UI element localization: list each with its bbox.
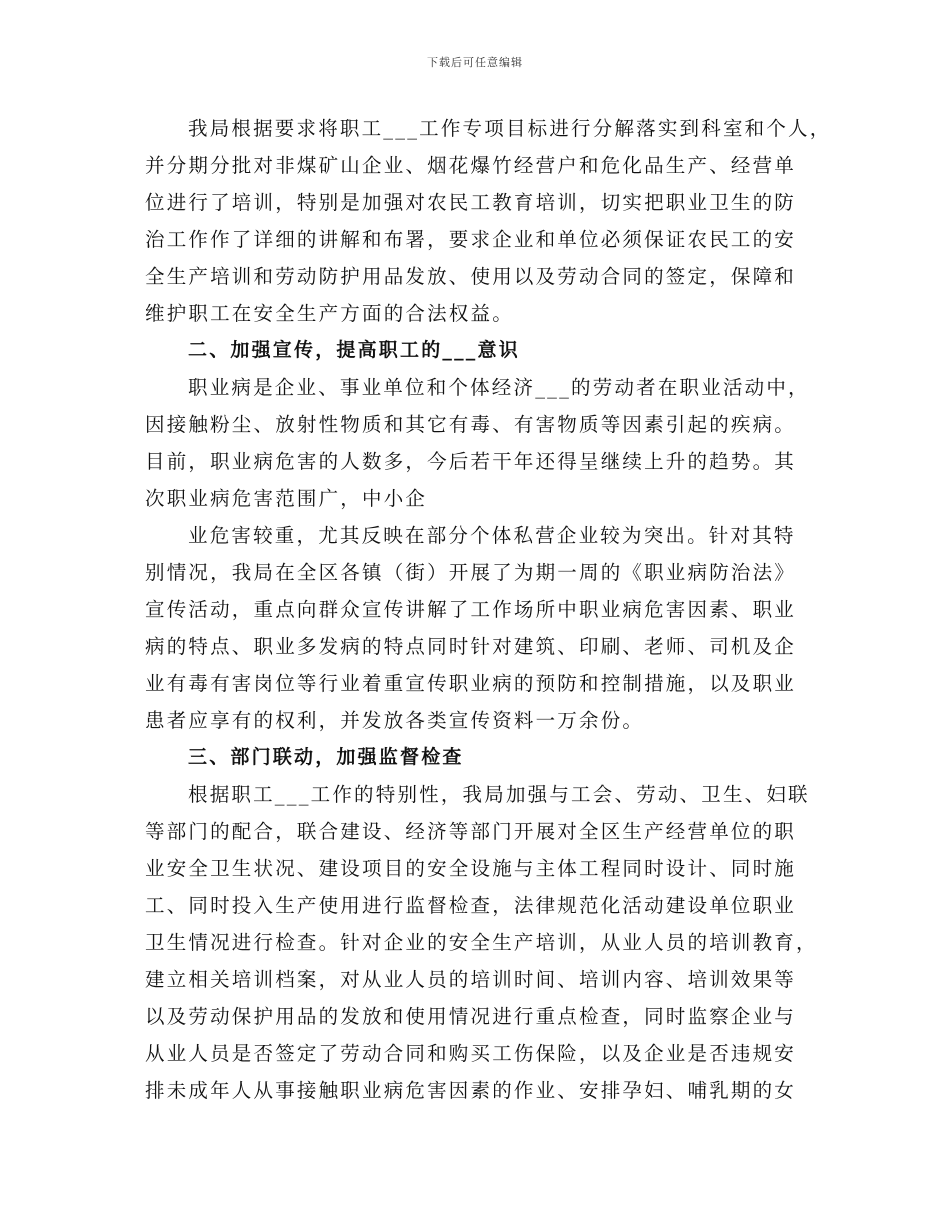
paragraph-line: 等部门的配合，联合建设、经济等部门开展对全区生产经营单位的职	[145, 820, 797, 843]
paragraph-line: 业安全卫生状况、建设项目的安全设施与主体工程同时设计、同时施	[145, 857, 797, 880]
paragraph-line: 职业病是企业、事业单位和个体经济___的劳动者在职业活动中，	[188, 376, 810, 399]
page-header: 下载后可任意编辑	[427, 56, 523, 69]
paragraph-line: 工、同时投入生产使用进行监督检查，法律规范化活动建设单位职业	[145, 894, 797, 917]
paragraph-line: 因接触粉尘、放射性物质和其它有毒、有害物质等因素引起的疾病。	[145, 413, 797, 436]
section-heading: 二、加强宣传，提高职工的___意识	[188, 339, 520, 361]
paragraph-line: 以及劳动保护用品的发放和使用情况进行重点检查，同时监察企业与	[145, 1005, 797, 1028]
paragraph-line: 卫生情况进行检查。针对企业的安全生产培训，从业人员的培训教育，	[145, 931, 818, 954]
document-body	[145, 110, 832, 1109]
paragraph-line: 位进行了培训，特别是加强对农民工教育培训，切实把职业卫生的防	[145, 191, 797, 214]
paragraph-line: 从业人员是否签定了劳动合同和购买工伤保险，以及企业是否违规安	[145, 1042, 797, 1065]
paragraph-line: 别情况，我局在全区各镇（街）开展了为期一周的《职业病防治法》	[145, 561, 797, 584]
paragraph-line: 我局根据要求将职工___工作专项目标进行分解落实到科室和个人，	[188, 117, 832, 140]
paragraph-line: 并分期分批对非煤矿山企业、烟花爆竹经营户和危化品生产、经营单	[145, 154, 797, 177]
paragraph-line: 维护职工在安全生产方面的合法权益。	[145, 302, 514, 325]
paragraph-line: 全生产培训和劳动防护用品发放、使用以及劳动合同的签定，保障和	[145, 265, 797, 288]
paragraph-line: 宣传活动，重点向群众宣传讲解了工作场所中职业病危害因素、职业	[145, 598, 797, 621]
paragraph-line: 建立相关培训档案，对从业人员的培训时间、培训内容、培训效果等	[145, 968, 797, 991]
paragraph-line: 排未成年人从事接触职业病危害因素的作业、安排孕妇、哺乳期的女	[145, 1079, 797, 1102]
paragraph-line: 治工作作了详细的讲解和布署，要求企业和单位必须保证农民工的安	[145, 228, 797, 251]
paragraph-line: 病的特点、职业多发病的特点同时针对建筑、印刷、老师、司机及企	[145, 635, 797, 658]
paragraph-line: 业危害较重，尤其反映在部分个体私营企业较为突出。针对其特	[188, 524, 796, 547]
paragraph-line: 目前，职业病危害的人数多，今后若干年还得呈继续上升的趋势。其	[145, 450, 797, 473]
section-heading: 三、部门联动，加强监督检查	[188, 746, 464, 768]
paragraph-line: 业有毒有害岗位等行业着重宣传职业病的预防和控制措施，以及职业	[145, 672, 797, 695]
paragraph-line: 根据职工___工作的特别性，我局加强与工会、劳动、卫生、妇联	[188, 783, 810, 806]
paragraph-line: 次职业病危害范围广，中小企	[145, 487, 428, 510]
paragraph-line: 患者应享有的权利，并发放各类宣传资料一万余份。	[145, 709, 645, 732]
